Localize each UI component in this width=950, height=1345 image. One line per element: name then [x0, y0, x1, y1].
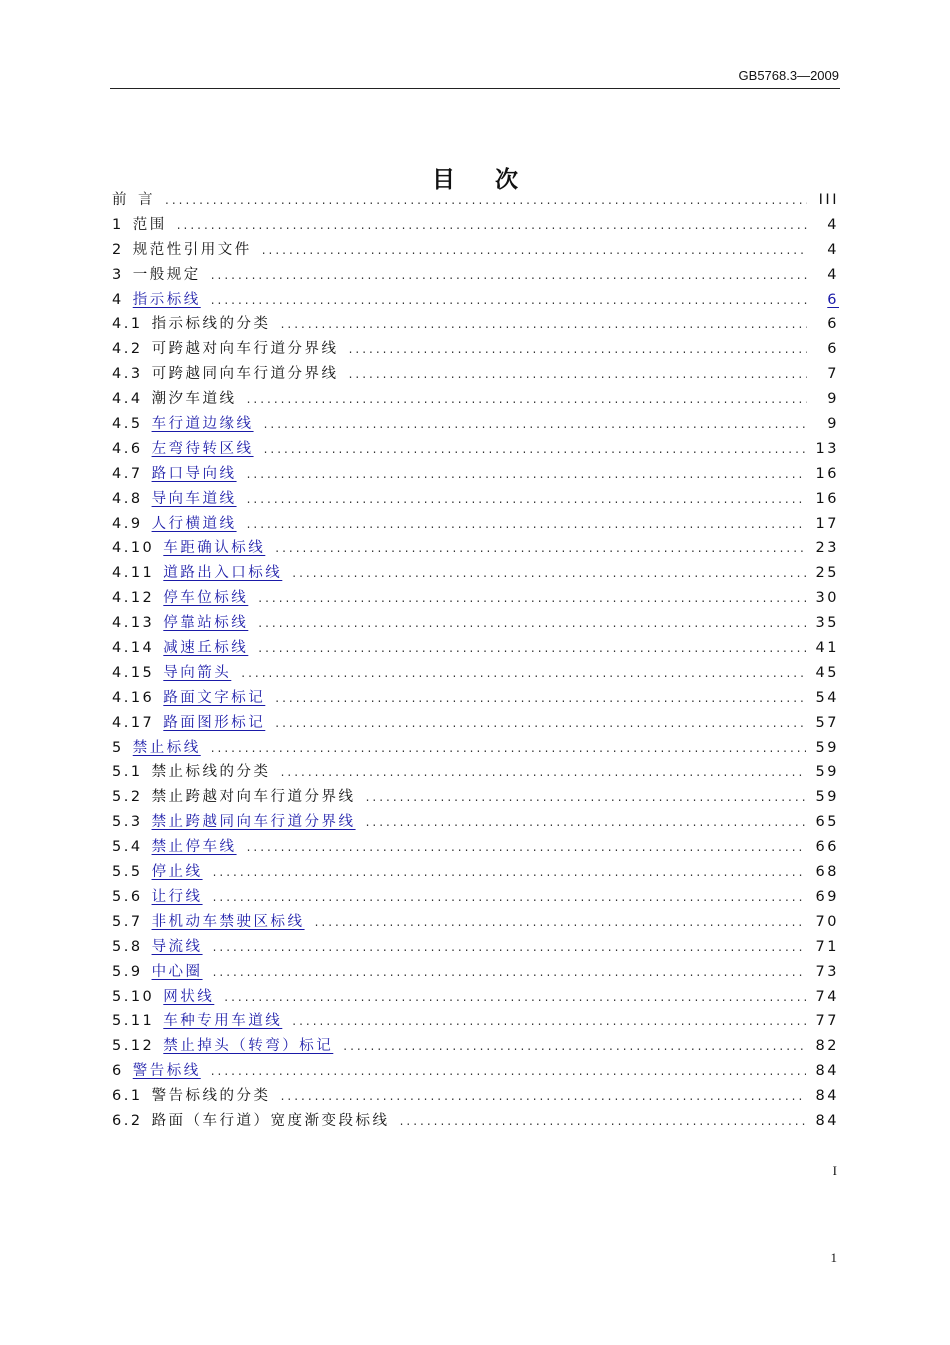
toc-entry[interactable] — [112, 835, 839, 860]
toc-entry-number: 5.1 — [112, 764, 143, 781]
toc-dot-leader — [213, 860, 806, 885]
toc-entry-number: 5.12 — [112, 1038, 155, 1055]
toc-dot-leader — [315, 910, 806, 935]
toc-entry-page: 69 — [815, 888, 839, 905]
toc-entry-number: 4.3 — [112, 366, 143, 383]
toc-entry-link[interactable]: 让行线 — [151, 888, 203, 905]
toc-entry-page: 68 — [815, 864, 839, 881]
toc-entry-number: 4.2 — [112, 341, 143, 358]
toc-entry-page: 54 — [815, 689, 839, 706]
page-number-arabic: 1 — [830, 1250, 837, 1265]
toc-dot-leader — [275, 711, 805, 736]
toc-entry-page: 84 — [815, 1063, 839, 1080]
toc-entry-number: 4.5 — [112, 416, 143, 433]
toc-dot-leader — [281, 760, 806, 785]
toc-entry-page: 41 — [815, 640, 839, 657]
toc-entry-number: 5.6 — [112, 888, 143, 905]
toc-entry-link[interactable]: 停靠站标线 — [163, 615, 249, 632]
toc-entry-label: 可跨越对向车行道分界线 — [151, 341, 339, 358]
toc-entry[interactable] — [112, 288, 839, 313]
toc-entry — [112, 263, 839, 288]
toc-entry-page: 4 — [827, 241, 839, 258]
toc-entry[interactable] — [112, 462, 839, 487]
toc-dot-leader — [349, 337, 807, 362]
toc-entry-number: 3 — [112, 266, 124, 283]
toc-entry-link[interactable]: 路口导向线 — [151, 465, 237, 482]
toc-entry-link[interactable]: 指示标线 — [132, 291, 201, 308]
toc-dot-leader — [165, 188, 807, 213]
toc-entry-number: 2 — [112, 241, 124, 258]
toc-entry-link[interactable]: 路面图形标记 — [163, 714, 266, 731]
toc-entry — [112, 337, 839, 362]
toc-entry — [112, 1109, 839, 1134]
toc-entry-number: 4 — [112, 291, 124, 308]
toc-dot-leader — [262, 238, 807, 263]
toc-entry-label: 范围 — [132, 216, 167, 233]
toc-dot-leader — [275, 536, 805, 561]
toc-dot-leader — [177, 213, 807, 238]
toc-entry-page: 25 — [815, 565, 839, 582]
toc-entry-page: 17 — [815, 515, 839, 532]
toc-dot-leader — [258, 586, 805, 611]
toc-entry-page: 71 — [815, 938, 839, 955]
toc-entry-number: 4.10 — [112, 540, 155, 557]
toc-dot-leader — [292, 561, 805, 586]
toc-entry[interactable] — [112, 437, 839, 462]
toc-entry[interactable] — [112, 985, 839, 1010]
toc-entry-number: 4.13 — [112, 615, 155, 632]
toc-entry-page: 16 — [815, 490, 839, 507]
toc-entry-page: 6 — [827, 341, 839, 358]
toc-dot-leader — [211, 736, 806, 761]
toc-entry-number: 4.17 — [112, 714, 155, 731]
toc-entry-number: 5.4 — [112, 839, 143, 856]
toc-entry-number: 4.8 — [112, 490, 143, 507]
toc-entry-page: 84 — [815, 1112, 839, 1129]
toc-entry-page: 4 — [827, 216, 839, 233]
toc-entry-label: 指示标线的分类 — [151, 316, 271, 333]
toc-entry-label: 警告标线的分类 — [151, 1088, 271, 1105]
toc-entry-page: 74 — [815, 988, 839, 1005]
toc-entry-link[interactable]: 道路出入口标线 — [163, 565, 283, 582]
toc-entry[interactable] — [112, 711, 839, 736]
toc-entry-label: 禁止跨越对向车行道分界线 — [151, 789, 356, 806]
toc-entry-number: 4.1 — [112, 316, 143, 333]
toc-entry-number: 6.2 — [112, 1112, 143, 1129]
toc-entry-number: 5 — [112, 739, 124, 756]
page-title: 目 次 — [431, 167, 534, 194]
toc-entry[interactable] — [112, 636, 839, 661]
toc-dot-leader — [247, 387, 807, 412]
toc-dot-leader — [247, 462, 806, 487]
toc-entry[interactable] — [112, 960, 839, 985]
toc-dot-leader — [241, 661, 805, 686]
toc-entry-page: 66 — [815, 839, 839, 856]
toc-entry-page: 9 — [827, 391, 839, 408]
toc-entry-link[interactable]: 车种专用车道线 — [163, 1013, 283, 1030]
toc-entry-page: 77 — [815, 1013, 839, 1030]
toc-entry-number: 4.4 — [112, 391, 143, 408]
toc-entry-number: 5.5 — [112, 864, 143, 881]
toc-entry-label: 一般规定 — [132, 266, 201, 283]
toc-entry — [112, 362, 839, 387]
toc-entry-link[interactable]: 车距确认标线 — [163, 540, 266, 557]
toc-entry-link[interactable]: 禁止停车线 — [151, 839, 237, 856]
toc-entry-link[interactable]: 减速丘标线 — [163, 640, 249, 657]
toc-entry-number: 5.11 — [112, 1013, 155, 1030]
toc-entry-link[interactable]: 导向车道线 — [151, 490, 237, 507]
toc-entry-link[interactable]: 警告标线 — [132, 1063, 201, 1080]
toc-entry — [112, 760, 839, 785]
toc-dot-leader — [213, 935, 806, 960]
header-divider — [110, 88, 840, 89]
toc-dot-leader — [281, 1084, 806, 1109]
toc-entry-page: 59 — [815, 739, 839, 756]
toc-entry — [112, 785, 839, 810]
toc-entry-page: 30 — [815, 590, 839, 607]
toc-entry-number: 前 — [112, 192, 129, 208]
toc-entry-page: 82 — [815, 1038, 839, 1055]
toc-entry-page: 35 — [815, 615, 839, 632]
toc-dot-leader — [247, 512, 806, 537]
toc-dot-leader — [247, 835, 806, 860]
toc-entry-link[interactable]: 导向箭头 — [163, 664, 232, 681]
toc-dot-leader — [349, 362, 807, 387]
toc-entry-page: 23 — [815, 540, 839, 557]
toc-dot-leader — [211, 288, 807, 313]
toc-entry-number: 4.11 — [112, 565, 155, 582]
toc-entry-link[interactable]: 禁止标线 — [132, 739, 201, 756]
page-number-roman: I — [832, 1163, 837, 1178]
toc-entry-number: 5.3 — [112, 814, 143, 831]
toc-entry-number: 5.7 — [112, 913, 143, 930]
toc-entry-link[interactable]: 左弯待转区线 — [151, 440, 254, 457]
toc-entry-link[interactable]: 导流线 — [151, 938, 203, 955]
toc-entry-number: 5.9 — [112, 963, 143, 980]
toc-entry-number: 4.15 — [112, 664, 155, 681]
toc-entry — [112, 387, 839, 412]
toc-entry[interactable] — [112, 561, 839, 586]
toc-entry — [112, 238, 839, 263]
toc-entry-page: III — [818, 192, 839, 208]
toc-entry-page[interactable]: 6 — [827, 291, 839, 308]
toc-entry-number: 4.12 — [112, 590, 155, 607]
toc-entry-number: 5.10 — [112, 988, 155, 1005]
toc-entry-link[interactable]: 中心圈 — [151, 963, 203, 980]
toc-entry-number: 4.6 — [112, 440, 143, 457]
toc-entry[interactable] — [112, 860, 839, 885]
toc-entry — [112, 188, 839, 213]
toc-entry-page: 7 — [827, 366, 839, 383]
toc-entry-number: 4.7 — [112, 465, 143, 482]
toc-entry — [112, 1084, 839, 1109]
toc-entry-link[interactable]: 停止线 — [151, 864, 203, 881]
toc-entry[interactable] — [112, 1009, 839, 1034]
toc-entry-link[interactable]: 人行横道线 — [151, 515, 237, 532]
toc-dot-leader — [213, 960, 806, 985]
toc-entry — [112, 213, 839, 238]
toc-dot-leader — [275, 686, 805, 711]
toc-entry-number: 6 — [112, 1063, 124, 1080]
toc-entry-link[interactable]: 车行道边缘线 — [151, 416, 254, 433]
toc-entry[interactable] — [112, 885, 839, 910]
toc-entry-label: 言 — [138, 192, 155, 208]
toc-entry-link[interactable]: 非机动车禁驶区标线 — [151, 913, 305, 930]
toc-dot-leader — [343, 1034, 805, 1059]
toc-dot-leader — [366, 785, 806, 810]
toc-entry[interactable] — [112, 1034, 839, 1059]
toc-entry-page: 9 — [827, 416, 839, 433]
toc-entry-number: 5.8 — [112, 938, 143, 955]
toc-dot-leader — [224, 985, 805, 1010]
toc-entry-number: 1 — [112, 216, 124, 233]
toc-entry-page: 13 — [815, 440, 839, 457]
toc-entry-page: 59 — [815, 789, 839, 806]
toc-entry[interactable] — [112, 661, 839, 686]
toc-entry[interactable] — [112, 910, 839, 935]
toc-dot-leader — [292, 1009, 805, 1034]
toc-entry-link[interactable]: 禁止跨越同向车行道分界线 — [151, 814, 356, 831]
toc-dot-leader — [281, 312, 807, 337]
toc-dot-leader — [247, 487, 806, 512]
toc-entry-number: 6.1 — [112, 1088, 143, 1105]
toc-entry-page: 84 — [815, 1088, 839, 1105]
toc-entry[interactable] — [112, 1059, 839, 1084]
toc-entry-page: 6 — [827, 316, 839, 333]
toc-entry-page: 4 — [827, 266, 839, 283]
toc-entry[interactable] — [112, 935, 839, 960]
toc-dot-leader — [400, 1109, 806, 1134]
toc-entry-number: 5.2 — [112, 789, 143, 806]
toc-entry[interactable] — [112, 611, 839, 636]
toc-entry[interactable] — [112, 810, 839, 835]
toc-dot-leader — [258, 611, 805, 636]
toc-entry[interactable] — [112, 536, 839, 561]
toc-entry-page: 59 — [815, 764, 839, 781]
toc-entry[interactable] — [112, 412, 839, 437]
toc-dot-leader — [264, 412, 807, 437]
toc-entry-label: 潮汐车道线 — [151, 391, 237, 408]
toc-entry-page: 70 — [815, 913, 839, 930]
toc-dot-leader — [213, 885, 806, 910]
toc-entry-number: 4.16 — [112, 689, 155, 706]
toc-entry[interactable] — [112, 586, 839, 611]
toc-entry[interactable] — [112, 686, 839, 711]
toc-entry[interactable] — [112, 736, 839, 761]
toc-entry[interactable] — [112, 487, 839, 512]
toc-dot-leader — [366, 810, 806, 835]
toc-entry-label: 规范性引用文件 — [132, 241, 252, 258]
toc-entry-page: 16 — [815, 465, 839, 482]
toc-entry-number: 4.14 — [112, 640, 155, 657]
toc-entry[interactable] — [112, 512, 839, 537]
toc-entry-label: 路面（车行道）宽度渐变段标线 — [151, 1112, 390, 1129]
toc-entry-page: 65 — [815, 814, 839, 831]
document-code: GB5768.3—2009 — [738, 68, 839, 83]
toc-dot-leader — [264, 437, 806, 462]
toc-entry-link[interactable]: 停车位标线 — [163, 590, 249, 607]
toc-entry — [112, 312, 839, 337]
toc-entry-link[interactable]: 禁止掉头（转弯）标记 — [163, 1038, 334, 1055]
toc-entry-link[interactable]: 路面文字标记 — [163, 689, 266, 706]
toc-entry-page: 57 — [815, 714, 839, 731]
toc-entry-label: 可跨越同向车行道分界线 — [151, 366, 339, 383]
table-of-contents — [112, 188, 839, 1134]
toc-entry-page: 45 — [815, 664, 839, 681]
toc-entry-number: 4.9 — [112, 515, 143, 532]
toc-dot-leader — [211, 263, 807, 288]
toc-entry-page: 73 — [815, 963, 839, 980]
toc-entry-link[interactable]: 网状线 — [163, 988, 215, 1005]
toc-dot-leader — [211, 1059, 806, 1084]
toc-entry-label: 禁止标线的分类 — [151, 764, 271, 781]
toc-dot-leader — [258, 636, 805, 661]
